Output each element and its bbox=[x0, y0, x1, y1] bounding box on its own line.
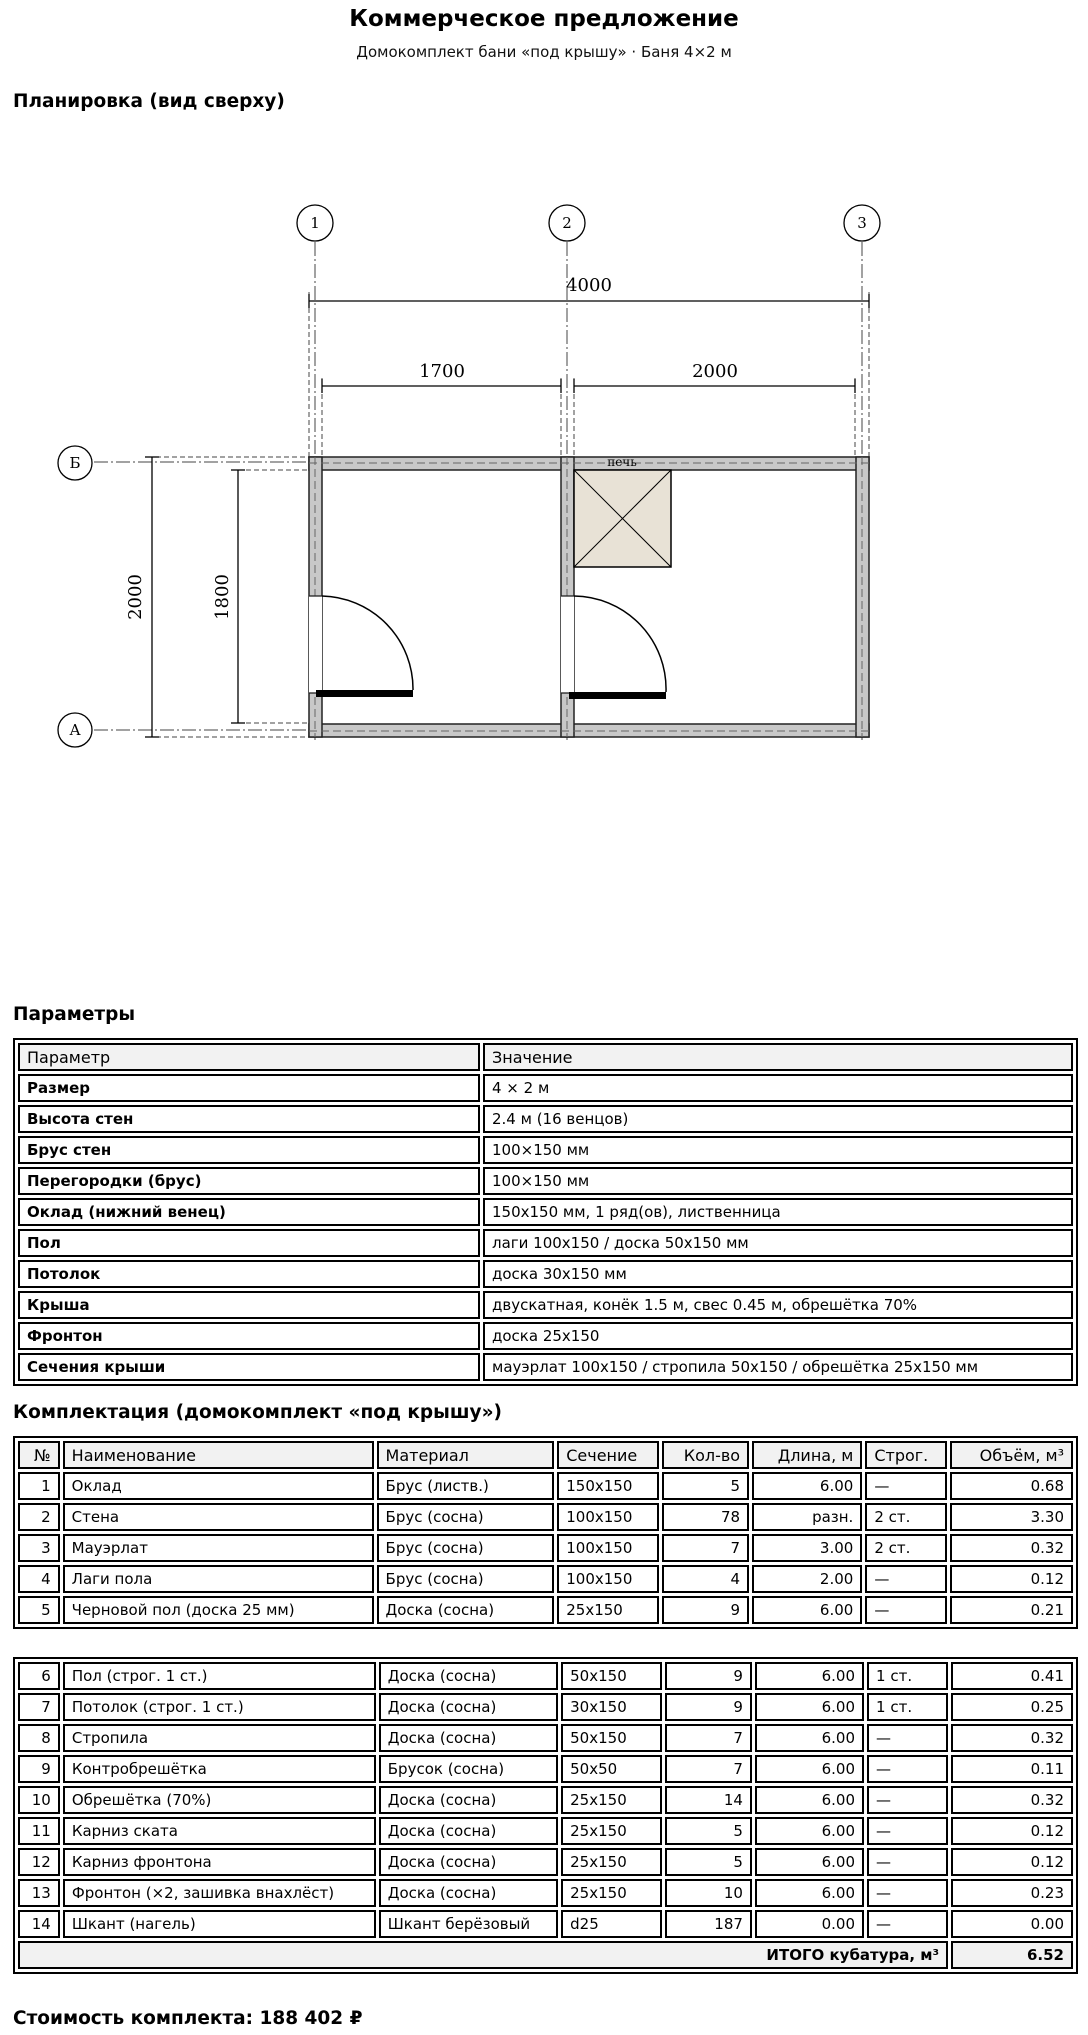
param-value: мауэрлат 100x150 / стропила 50x150 / обрешётка 25x150 мм bbox=[483, 1353, 1073, 1381]
kit-col-num: № bbox=[18, 1441, 60, 1469]
item-length: разн. bbox=[752, 1503, 862, 1531]
item-section: 150x150 bbox=[557, 1472, 658, 1500]
kit-table-part2 bbox=[13, 1657, 1078, 1974]
kit-col-name: Наименование bbox=[63, 1441, 374, 1469]
item-qty: 4 bbox=[662, 1565, 749, 1593]
item-planing: — bbox=[865, 1472, 947, 1500]
table-row bbox=[18, 1724, 1073, 1752]
params-row bbox=[18, 1260, 1073, 1288]
item-section: 25x150 bbox=[561, 1848, 662, 1876]
item-qty: 5 bbox=[665, 1817, 752, 1845]
item-planing: — bbox=[867, 1910, 948, 1938]
axis-label-1: 1 bbox=[310, 214, 320, 232]
item-length: 0.00 bbox=[755, 1910, 864, 1938]
params-header-row bbox=[18, 1043, 1073, 1071]
item-length: 6.00 bbox=[755, 1693, 864, 1721]
item-section: 50x50 bbox=[561, 1755, 662, 1783]
item-qty: 10 bbox=[665, 1879, 752, 1907]
item-planing: 1 ст. bbox=[867, 1662, 948, 1690]
item-qty: 9 bbox=[665, 1693, 752, 1721]
item-volume: 0.41 bbox=[951, 1662, 1073, 1690]
table-row bbox=[18, 1693, 1073, 1721]
param-name: Пол bbox=[18, 1229, 480, 1257]
stove-label: печь bbox=[607, 455, 637, 469]
params-row bbox=[18, 1136, 1073, 1164]
item-num: 14 bbox=[18, 1910, 60, 1938]
axis-marker-a bbox=[58, 713, 92, 747]
param-name: Оклад (нижний венец) bbox=[18, 1198, 480, 1226]
item-material: Доска (сосна) bbox=[379, 1662, 558, 1690]
params-col-param: Параметр bbox=[18, 1043, 480, 1071]
table-row bbox=[18, 1848, 1073, 1876]
kit-col-material: Материал bbox=[377, 1441, 555, 1469]
item-material: Доска (сосна) bbox=[379, 1879, 558, 1907]
param-value: двускатная, конёк 1.5 м, свес 0.45 м, обрешётка 70% bbox=[483, 1291, 1073, 1319]
item-volume: 0.12 bbox=[951, 1817, 1073, 1845]
item-planing: — bbox=[867, 1848, 948, 1876]
param-name: Сечения крыши bbox=[18, 1353, 480, 1381]
item-num: 8 bbox=[18, 1724, 60, 1752]
document-title: Коммерческое предложение bbox=[349, 6, 739, 32]
kit-col-planing: Строг. bbox=[865, 1441, 947, 1469]
item-volume: 0.32 bbox=[950, 1534, 1073, 1562]
axis-marker-1 bbox=[297, 205, 333, 241]
floor-plan-drawing bbox=[0, 190, 1088, 770]
item-name: Карниз фронтона bbox=[63, 1848, 376, 1876]
item-material: Брус (сосна) bbox=[377, 1565, 555, 1593]
params-col-value: Значение bbox=[483, 1043, 1073, 1071]
item-planing: 2 ст. bbox=[865, 1534, 947, 1562]
item-length: 3.00 bbox=[752, 1534, 862, 1562]
item-material: Брус (листв.) bbox=[377, 1472, 555, 1500]
item-material: Брусок (сосна) bbox=[379, 1755, 558, 1783]
item-section: 100x150 bbox=[557, 1503, 658, 1531]
item-qty: 7 bbox=[665, 1755, 752, 1783]
item-num: 7 bbox=[18, 1693, 60, 1721]
item-length: 6.00 bbox=[755, 1755, 864, 1783]
params-heading: Параметры bbox=[13, 1004, 136, 1025]
item-name: Контробрешётка bbox=[63, 1755, 376, 1783]
item-length: 6.00 bbox=[752, 1596, 862, 1624]
table-row bbox=[18, 1472, 1073, 1500]
kit-col-volume: Объём, м³ bbox=[950, 1441, 1073, 1469]
item-section: 25x150 bbox=[557, 1596, 658, 1624]
table-row bbox=[18, 1755, 1073, 1783]
item-volume: 0.12 bbox=[951, 1848, 1073, 1876]
axis-marker-3 bbox=[844, 205, 880, 241]
params-row bbox=[18, 1353, 1073, 1381]
item-material: Доска (сосна) bbox=[379, 1724, 558, 1752]
item-material: Доска (сосна) bbox=[379, 1693, 558, 1721]
axis-label-b: Б bbox=[69, 454, 81, 472]
item-name: Стропила bbox=[63, 1724, 376, 1752]
axis-label-3: 3 bbox=[857, 214, 867, 232]
kit-total-label: ИТОГО кубатура, м³ bbox=[18, 1941, 948, 1969]
item-length: 6.00 bbox=[755, 1786, 864, 1814]
param-name: Крыша bbox=[18, 1291, 480, 1319]
table-row bbox=[18, 1503, 1073, 1531]
param-name: Потолок bbox=[18, 1260, 480, 1288]
item-volume: 0.68 bbox=[950, 1472, 1073, 1500]
item-num: 2 bbox=[18, 1503, 60, 1531]
kit-heading: Комплектация (домокомплект «под крышу») bbox=[13, 1402, 502, 1423]
axis-label-a: А bbox=[69, 721, 81, 739]
item-planing: 1 ст. bbox=[867, 1693, 948, 1721]
item-qty: 78 bbox=[662, 1503, 749, 1531]
item-section: 50x150 bbox=[561, 1724, 662, 1752]
item-planing: — bbox=[867, 1817, 948, 1845]
stove bbox=[574, 470, 671, 567]
item-qty: 187 bbox=[665, 1910, 752, 1938]
param-value: доска 25x150 bbox=[483, 1322, 1073, 1350]
item-length: 6.00 bbox=[755, 1817, 864, 1845]
item-section: 100x150 bbox=[557, 1565, 658, 1593]
item-volume: 0.23 bbox=[951, 1879, 1073, 1907]
param-name: Брус стен bbox=[18, 1136, 480, 1164]
param-name: Высота стен bbox=[18, 1105, 480, 1133]
item-name: Обрешётка (70%) bbox=[63, 1786, 376, 1814]
item-section: 25x150 bbox=[561, 1879, 662, 1907]
item-section: 50x150 bbox=[561, 1662, 662, 1690]
item-section: 100x150 bbox=[557, 1534, 658, 1562]
axis-marker-2 bbox=[549, 205, 585, 241]
table-row bbox=[18, 1565, 1073, 1593]
item-qty: 5 bbox=[662, 1472, 749, 1500]
params-row bbox=[18, 1291, 1073, 1319]
dimension-total bbox=[309, 294, 869, 308]
item-num: 12 bbox=[18, 1848, 60, 1876]
param-value: 100×150 мм bbox=[483, 1167, 1073, 1195]
dimension-room1 bbox=[322, 379, 855, 393]
door-left bbox=[309, 596, 413, 697]
item-volume: 3.30 bbox=[950, 1503, 1073, 1531]
dimension-height-outer-label: 2000 bbox=[125, 574, 146, 620]
item-length: 6.00 bbox=[755, 1848, 864, 1876]
item-num: 3 bbox=[18, 1534, 60, 1562]
params-table bbox=[13, 1038, 1078, 1386]
item-qty: 7 bbox=[665, 1724, 752, 1752]
item-length: 6.00 bbox=[755, 1662, 864, 1690]
item-volume: 0.32 bbox=[951, 1786, 1073, 1814]
item-planing: — bbox=[867, 1786, 948, 1814]
item-num: 6 bbox=[18, 1662, 60, 1690]
params-row bbox=[18, 1229, 1073, 1257]
kit-table-part1 bbox=[13, 1436, 1078, 1629]
item-volume: 0.11 bbox=[951, 1755, 1073, 1783]
item-name: Стена bbox=[63, 1503, 374, 1531]
item-planing: — bbox=[867, 1879, 948, 1907]
item-num: 1 bbox=[18, 1472, 60, 1500]
kit-col-section: Сечение bbox=[557, 1441, 658, 1469]
item-name: Лаги пола bbox=[63, 1565, 374, 1593]
door-right bbox=[561, 596, 666, 699]
item-num: 5 bbox=[18, 1596, 60, 1624]
table-row bbox=[18, 1910, 1073, 1938]
item-volume: 0.25 bbox=[951, 1693, 1073, 1721]
params-row bbox=[18, 1198, 1073, 1226]
item-material: Доска (сосна) bbox=[379, 1786, 558, 1814]
item-material: Шкант берёзовый bbox=[379, 1910, 558, 1938]
item-length: 2.00 bbox=[752, 1565, 862, 1593]
param-name: Размер bbox=[18, 1074, 480, 1102]
item-qty: 7 bbox=[662, 1534, 749, 1562]
item-material: Брус (сосна) bbox=[377, 1503, 555, 1531]
item-name: Карниз ската bbox=[63, 1817, 376, 1845]
item-num: 11 bbox=[18, 1817, 60, 1845]
item-num: 9 bbox=[18, 1755, 60, 1783]
params-row bbox=[18, 1074, 1073, 1102]
kit-cost: Стоимость комплекта: 188 402 ₽ bbox=[13, 2008, 363, 2029]
item-length: 6.00 bbox=[752, 1472, 862, 1500]
param-name: Фронтон bbox=[18, 1322, 480, 1350]
item-qty: 5 bbox=[665, 1848, 752, 1876]
axis-label-2: 2 bbox=[562, 214, 572, 232]
item-planing: — bbox=[867, 1755, 948, 1783]
table-row bbox=[18, 1879, 1073, 1907]
document-subtitle: Домокомплект бани «под крышу» · Баня 4×2 м bbox=[356, 43, 732, 61]
param-name: Перегородки (брус) bbox=[18, 1167, 480, 1195]
item-section: d25 bbox=[561, 1910, 662, 1938]
params-row bbox=[18, 1322, 1073, 1350]
item-length: 6.00 bbox=[755, 1879, 864, 1907]
dimension-room1-label: 1700 bbox=[419, 361, 465, 382]
item-volume: 0.00 bbox=[951, 1910, 1073, 1938]
item-name: Потолок (строг. 1 ст.) bbox=[63, 1693, 376, 1721]
item-length: 6.00 bbox=[755, 1724, 864, 1752]
item-section: 25x150 bbox=[561, 1817, 662, 1845]
params-row bbox=[18, 1105, 1073, 1133]
item-planing: 2 ст. bbox=[865, 1503, 947, 1531]
table-row bbox=[18, 1596, 1073, 1624]
table-row bbox=[18, 1534, 1073, 1562]
table-row bbox=[18, 1786, 1073, 1814]
item-material: Доска (сосна) bbox=[379, 1848, 558, 1876]
table-row bbox=[18, 1662, 1073, 1690]
dimension-height-inner-label: 1800 bbox=[212, 574, 233, 620]
item-name: Мауэрлат bbox=[63, 1534, 374, 1562]
item-num: 10 bbox=[18, 1786, 60, 1814]
kit-header-row bbox=[18, 1441, 1073, 1469]
item-planing: — bbox=[865, 1565, 947, 1593]
param-value: 4 × 2 м bbox=[483, 1074, 1073, 1102]
kit-total-row bbox=[18, 1941, 1073, 1969]
item-name: Фронтон (×2, зашивка внахлёст) bbox=[63, 1879, 376, 1907]
param-value: 2.4 м (16 венцов) bbox=[483, 1105, 1073, 1133]
item-name: Пол (строг. 1 ст.) bbox=[63, 1662, 376, 1690]
item-num: 4 bbox=[18, 1565, 60, 1593]
axis-lines bbox=[94, 242, 862, 742]
item-num: 13 bbox=[18, 1879, 60, 1907]
item-qty: 9 bbox=[662, 1596, 749, 1624]
item-planing: — bbox=[865, 1596, 947, 1624]
item-planing: — bbox=[867, 1724, 948, 1752]
kit-col-qty: Кол-во bbox=[662, 1441, 749, 1469]
item-volume: 0.12 bbox=[950, 1565, 1073, 1593]
item-section: 30x150 bbox=[561, 1693, 662, 1721]
item-qty: 14 bbox=[665, 1786, 752, 1814]
param-value: 100×150 мм bbox=[483, 1136, 1073, 1164]
axis-marker-b bbox=[58, 446, 92, 480]
plan-heading: Планировка (вид сверху) bbox=[13, 91, 285, 112]
item-name: Черновой пол (доска 25 мм) bbox=[63, 1596, 374, 1624]
param-value: 150x150 мм, 1 ряд(ов), лиственница bbox=[483, 1198, 1073, 1226]
item-material: Доска (сосна) bbox=[379, 1817, 558, 1845]
item-name: Шкант (нагель) bbox=[63, 1910, 376, 1938]
item-material: Брус (сосна) bbox=[377, 1534, 555, 1562]
dimension-room2-label: 2000 bbox=[692, 361, 738, 382]
item-section: 25x150 bbox=[561, 1786, 662, 1814]
item-material: Доска (сосна) bbox=[377, 1596, 555, 1624]
dimension-total-label: 4000 bbox=[566, 275, 612, 296]
param-value: лаги 100x150 / доска 50x150 мм bbox=[483, 1229, 1073, 1257]
item-volume: 0.21 bbox=[950, 1596, 1073, 1624]
item-qty: 9 bbox=[665, 1662, 752, 1690]
item-name: Оклад bbox=[63, 1472, 374, 1500]
kit-col-length: Длина, м bbox=[752, 1441, 862, 1469]
item-volume: 0.32 bbox=[951, 1724, 1073, 1752]
kit-total-value: 6.52 bbox=[951, 1941, 1073, 1969]
params-row bbox=[18, 1167, 1073, 1195]
param-value: доска 30x150 мм bbox=[483, 1260, 1073, 1288]
table-row bbox=[18, 1817, 1073, 1845]
